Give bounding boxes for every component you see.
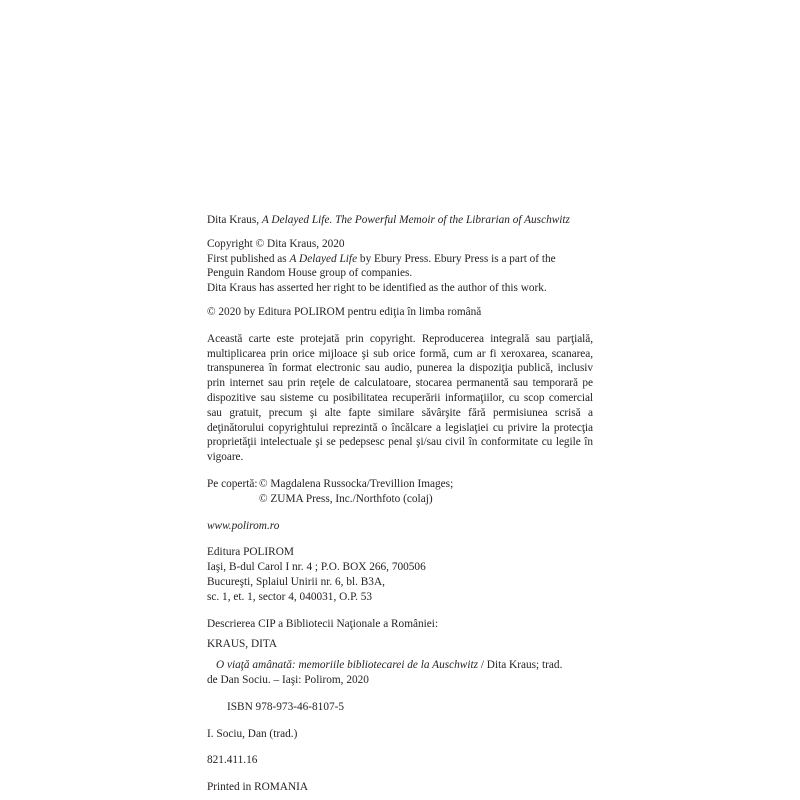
classification-code: 821.411.16 [207, 754, 258, 767]
first-published-title: A Delayed Life [289, 252, 358, 265]
original-title: A Delayed Life. The Powerful Memoir of the Librarian of Auschwitz [261, 214, 570, 226]
printed-in: Printed in ROMANIA [207, 781, 309, 794]
cip-title-line: O viaţă amânată: memoriile bibliotecarei de la Auschwitz / Dita Kraus; trad. [216, 659, 563, 672]
author-name: Dita Kraus, [207, 214, 262, 226]
address-line-1: Iaşi, B-dul Carol I nr. 4 ; P.O. BOX 266, 700506 [207, 561, 426, 574]
publisher-name: Editura POLIROM [207, 546, 294, 559]
copyright-page [207, 213, 593, 795]
cover-credit-2: © ZUMA Press, Inc./Northfoto (colaj) [259, 492, 433, 505]
cip-heading: Descrierea CIP a Bibliotecii Naţionale a României: [207, 617, 439, 630]
translator-entry: I. Sociu, Dan (trad.) [207, 727, 298, 740]
publisher-group-line: Penguin Random House group of companies. [207, 267, 413, 280]
first-published-line: First published as A Delayed Life by Ebury Press. Ebury Press is a part of the [207, 252, 556, 265]
cover-credit-1: © Magdalena Russocka/Trevillion Images; [259, 477, 454, 490]
cip-record [207, 658, 593, 688]
cover-label: Pe copertă: [207, 477, 258, 490]
cip-title: O viaţă amânată: memoriile bibliotecarei de la Auschwitz [216, 659, 478, 672]
legal-notice: Această carte este protejată prin copyright. Reproducerea integrală sau parţială, multiplicarea prin orice mijloace şi sub orice formă, cum ar fi xeroxarea, scanarea, transpunerea în format electronic sau audio, punerea la dispoziţia publică, inclusiv prin internet sau prin reţele de calculatoare, stocarea permanentă sau temporară pe dispozitive sau sisteme cu posibilitatea recuperării informaţiilor, cu scop comercial sau gratuit, precum şi alte fapte similare săvârşite fără permisiunea scrisă a deţinătorului copyrightului reprezintă o încălcare a legislaţiei cu privire la protecţia proprietăţii intelectuale şi se pedepsesc penal şi/sau civil în conformitate cu legile în vigoare. [207, 332, 593, 464]
isbn: ISBN 978-973-46-8107-5 [227, 700, 345, 713]
cip-author: KRAUS, DITA [207, 638, 278, 651]
address-line-3: sc. 1, et. 1, sector 4, 040031, O.P. 53 [207, 590, 373, 603]
cover-credits [207, 477, 593, 507]
website-link[interactable]: www.polirom.ro [207, 519, 280, 532]
original-edition-line [207, 213, 593, 228]
publisher-address [207, 545, 593, 604]
cip-details: de Dan Sociu. – Iaşi: Polirom, 2020 [207, 673, 369, 686]
copyright-block [207, 237, 593, 296]
author-rights-line: Dita Kraus has asserted her right to be identified as the author of this work. [207, 282, 547, 295]
edition-copyright: © 2020 by Editura POLIROM pentru ediţia în limba română [207, 305, 482, 318]
address-line-2: Bucureşti, Splaiul Unirii nr. 6, bl. B3A, [207, 575, 385, 588]
copyright-line: Copyright © Dita Kraus, 2020 [207, 237, 345, 250]
